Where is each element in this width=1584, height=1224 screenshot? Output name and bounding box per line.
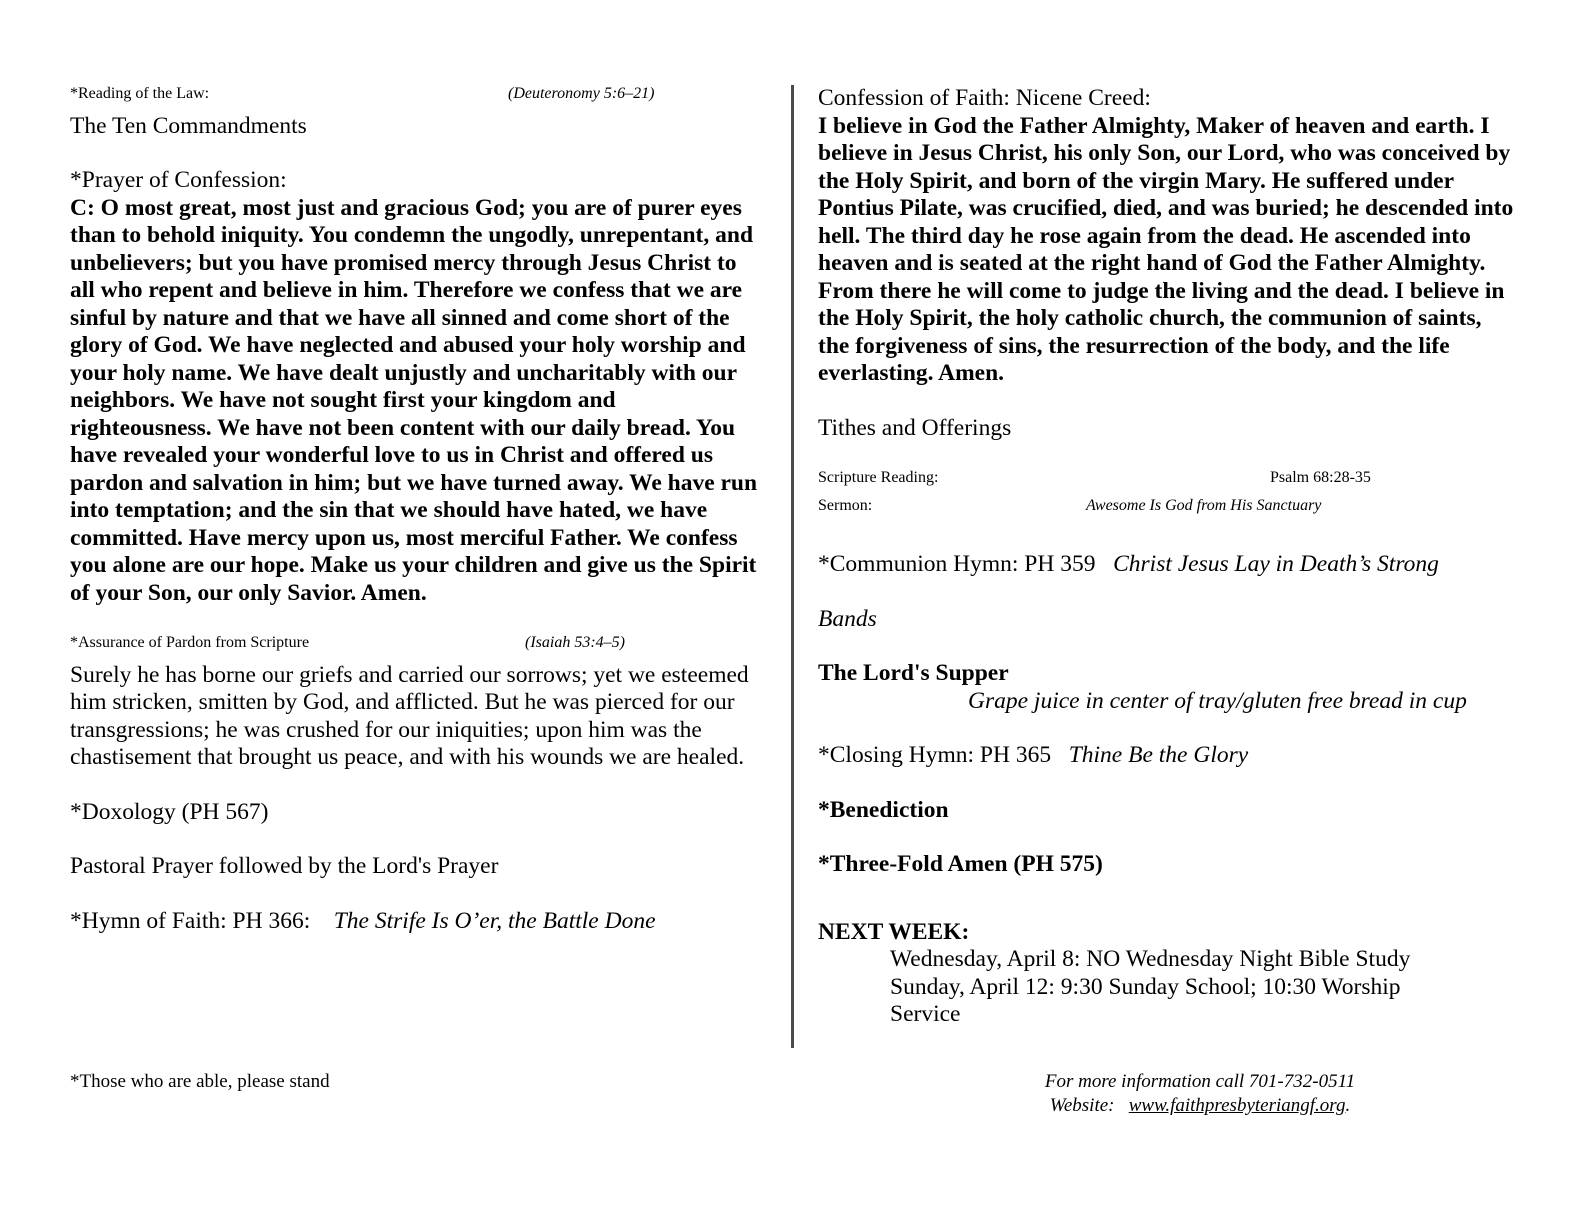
right-column	[818, 85, 1518, 1029]
spacer	[70, 607, 760, 634]
communion-hymn-line	[818, 551, 1518, 579]
contact-phone-line: For more information call 701-732-0511	[1044, 1071, 1356, 1092]
tithes-and-offerings-line: Tithes and Offerings	[818, 414, 1012, 441]
reading-of-law-row	[70, 85, 760, 113]
next-week-heading: NEXT WEEK:	[818, 918, 970, 945]
spacer	[818, 524, 1518, 551]
left-column	[70, 85, 760, 935]
closing-hymn-line	[818, 742, 1518, 770]
spacer	[70, 772, 760, 799]
communion-hymn-title: Christ Jesus Lay in Death’s Strong	[1113, 551, 1439, 577]
benediction-line: *Benediction	[818, 796, 949, 823]
contact-footer	[880, 1070, 1520, 1118]
spacer	[818, 579, 1518, 606]
lords-supper-heading: The Lord's Supper	[818, 660, 1009, 686]
spacer	[818, 879, 1518, 906]
spacer	[70, 881, 760, 908]
spacer	[70, 140, 760, 167]
three-fold-amen-line: *Three-Fold Amen (PH 575)	[818, 851, 1103, 877]
reading-of-law-label: *Reading of the Law:	[70, 85, 210, 102]
spacer	[818, 715, 1518, 742]
next-week-item: Sunday, April 12: 9:30 Sunday School; 10:30 Worship	[890, 973, 1401, 1000]
website-line	[880, 1094, 1520, 1118]
prayer-of-confession-body: C: O most great, most just and gracious God; you are of purer eyes than to behold iniquity. You condemn the ungodly, unrepentant, and unbelievers; but you have promised mercy through Jesus Christ to all who repent and believe in him. Therefore we confess that we are sinful by nature and that we have all sinned and come short of the glory of God. We have neglected and abused your holy worship and your holy name. We have dealt unjustly and uncharitably with our neighbors. We have not sought first your kingdom and righteousness. We have not been content with our daily bread. You have revealed your wonderful love to us in Christ and offered us pardon and salvation in him; but we have turned away. We have run into temptation; and the sin that we should have hated, we have committed. Have mercy upon us, most merciful Father. We confess you alone are our hope. Make us your children and give us the Spirit of your Son, our only Savior. Amen.	[70, 194, 758, 606]
sermon-title: Awesome Is God from His Sanctuary	[1086, 496, 1322, 514]
spacer	[818, 824, 1518, 851]
closing-hymn-label: *Closing Hymn: PH 365	[818, 742, 1052, 768]
website-period: .	[1345, 1095, 1351, 1116]
confession-of-faith-label: Confession of Faith: Nicene Creed:	[818, 85, 1151, 111]
spacer	[818, 770, 1518, 797]
spacer	[818, 388, 1518, 415]
closing-hymn-title: Thine Be the Glory	[1068, 742, 1249, 768]
spacer	[70, 826, 760, 853]
sermon-row	[818, 497, 1518, 525]
doxology-line: *Doxology (PH 567)	[70, 798, 269, 825]
standing-note: *Those who are able, please stand	[70, 1071, 330, 1092]
nicene-creed-body: I believe in God the Father Almighty, Maker of heaven and earth. I believe in Jesus Christ, his only Son, our Lord, who was conceived by the Holy Spirit, and born of the virgin Mary. He suffered under Pontius Pilate, was crucified, died, and was buried; he descended into hell. The third day he rose again from the dead. He ascended into heaven and is seated at the right hand of God the Father Almighty. From there he will come to judge the living and the dead. I believe in the Holy Spirit, the holy catholic church, the communion of saints, the forgiveness of sins, the resurrection of the body, and the life everlasting. Amen.	[818, 112, 1514, 386]
assurance-of-pardon-body: Surely he has borne our griefs and carried our sorrows; yet we esteemed him stricken, smitten by God, and afflicted. But he was pierced for our transgressions; he was crushed for our iniquities; upon him was the chastisement that brought us peace, and with his wounds we are healed.	[70, 661, 749, 770]
hymn-of-faith-label: *Hymn of Faith: PH 366:	[70, 907, 311, 934]
next-week-item: Wednesday, April 8: NO Wednesday Night Bible Study	[890, 946, 1411, 972]
reading-of-law-reference: (Deuteronomy 5:6–21)	[508, 85, 655, 102]
scripture-reading-value: Psalm 68:28-35	[1270, 469, 1371, 486]
spacer	[818, 906, 1518, 919]
communion-hymn-label: *Communion Hymn: PH 359	[818, 551, 1096, 577]
hymn-of-faith-title: The Strife Is O’er, the Battle Done	[333, 907, 656, 934]
assurance-of-pardon-label: *Assurance of Pardon from Scripture	[70, 634, 310, 651]
assurance-of-pardon-reference: (Isaiah 53:4–5)	[525, 634, 625, 651]
website-url[interactable]: www.faithpresbyteriangf.org	[1128, 1095, 1346, 1116]
column-divider	[791, 85, 794, 1048]
assurance-of-pardon-row	[70, 634, 760, 662]
communion-hymn-title-wrap: Bands	[818, 605, 877, 632]
pastoral-prayer-line: Pastoral Prayer followed by the Lord's Prayer	[70, 853, 499, 879]
lords-supper-note: Grape juice in center of tray/gluten free bread in cup	[968, 687, 1467, 714]
ten-commandments-subtitle: The Ten Commandments	[70, 112, 307, 139]
hymn-of-faith-line	[70, 908, 760, 936]
scripture-reading-label: Scripture Reading:	[818, 469, 939, 486]
prayer-of-confession-label: *Prayer of Confession:	[70, 167, 287, 193]
next-week-item: Service	[890, 1001, 961, 1027]
website-label: Website:	[1049, 1095, 1115, 1116]
spacer	[818, 633, 1518, 660]
scripture-reading-row	[818, 469, 1518, 497]
sermon-label: Sermon:	[818, 496, 873, 514]
spacer	[818, 442, 1518, 469]
